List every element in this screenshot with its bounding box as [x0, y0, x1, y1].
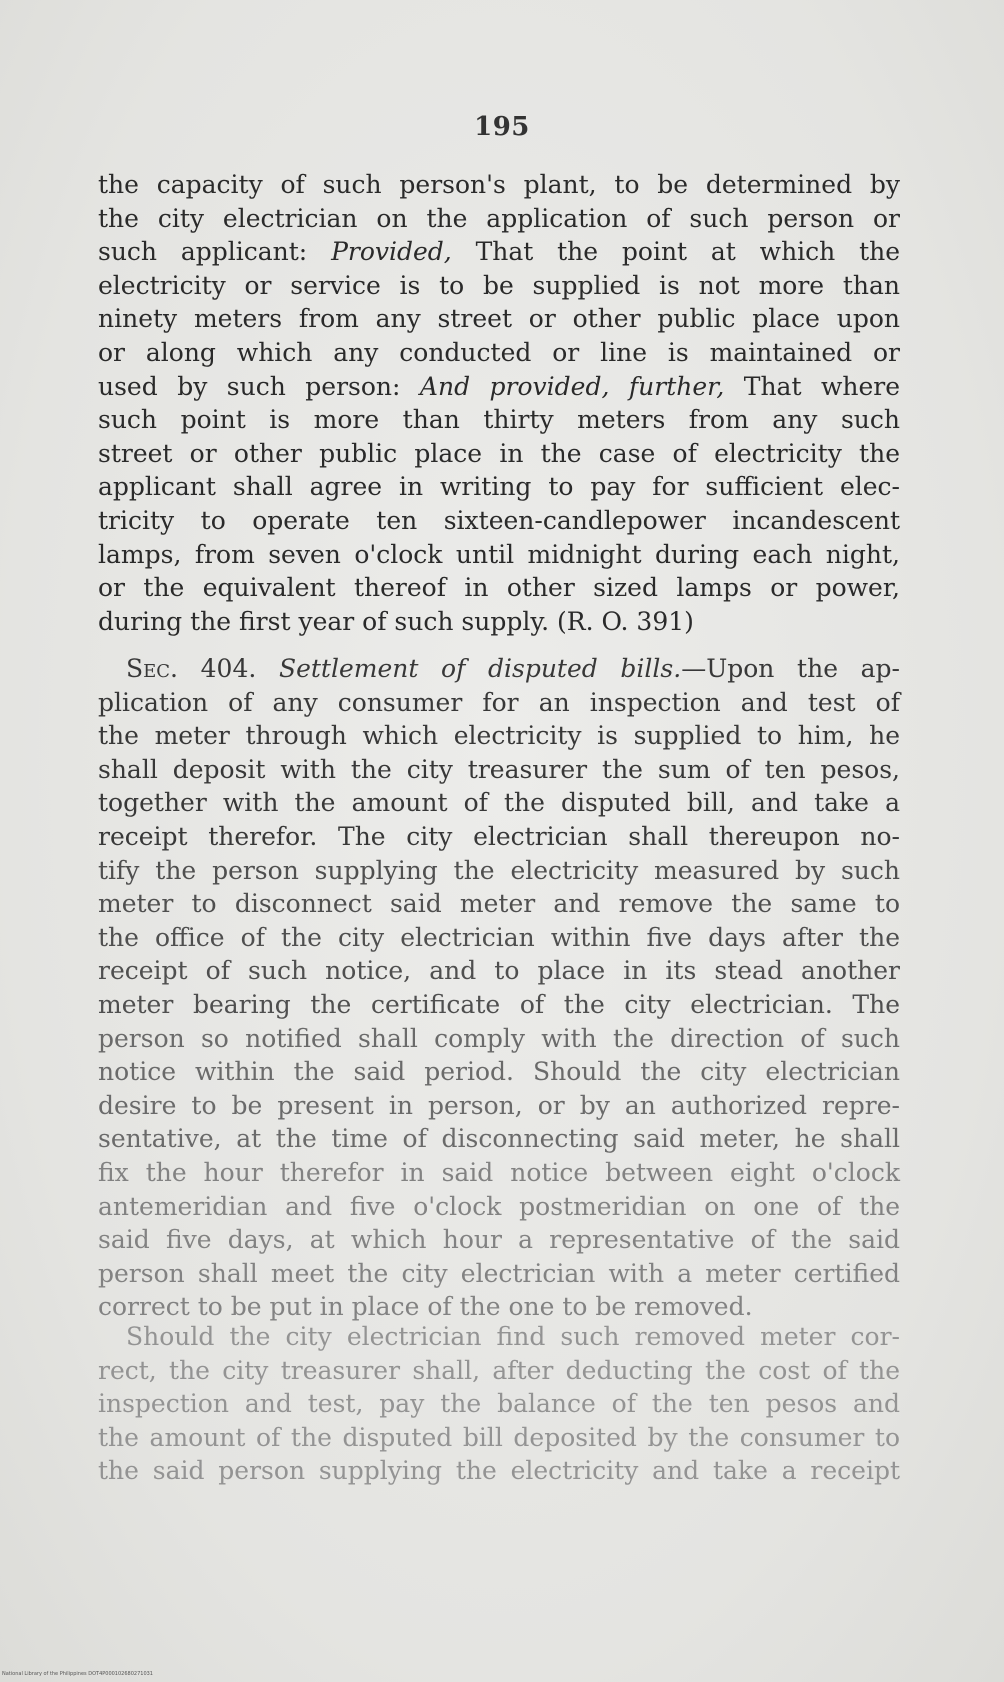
text-line: meter bearing the certificate of the city electrician. The — [98, 989, 900, 1019]
text-line: person so notified shall comply with the direction of such — [98, 1023, 900, 1053]
text-line: or the equivalent thereof in other sized lamps or power, — [98, 573, 900, 603]
paragraph-correct-meter — [98, 1320, 900, 1488]
text-line: receipt therefor. The city electrician shall thereupon no- — [98, 821, 900, 851]
text-line: ninety meters from any street or other public place upon — [98, 304, 900, 334]
text-line: together with the amount of the disputed bill, and take a — [98, 788, 900, 818]
text-line: sentative, at the time of disconnecting said meter, he shall — [98, 1124, 900, 1154]
text-line: notice within the said period. Should the city electrician — [98, 1057, 900, 1087]
section-label: Sec. 404. — [126, 654, 257, 683]
scan-footer: National Library of the Philippines DOT4P000102680271031 — [2, 1671, 153, 1677]
text-line: correct to be put in place of the one to be removed. — [98, 1292, 753, 1322]
text-line: said five days, at which hour a representative of the said — [98, 1225, 900, 1255]
text-line: the said person supplying the electricity and take a receipt — [98, 1456, 900, 1486]
text-line: street or other public place in the case of electricity the — [98, 438, 900, 468]
text-line: meter to disconnect said meter and remove the same to — [98, 889, 900, 919]
section-404 — [98, 652, 900, 1324]
text-line: such point is more than thirty meters from any such — [98, 405, 900, 435]
text-line: lamps, from seven o'clock until midnight during each night, — [98, 539, 900, 569]
text-line: applicant shall agree in writing to pay for sufficient elec- — [98, 472, 900, 502]
section-title: Settlement of disputed bills. — [278, 654, 682, 683]
text-line: during the first year of such supply. (R. O. 391) — [98, 606, 694, 636]
text-line: used by such person: And provided, further, That where — [98, 371, 900, 401]
page-number: 195 — [474, 112, 530, 142]
text-line: rect, the city treasurer shall, after deducting the cost of the — [98, 1355, 900, 1385]
text-line: inspection and test, pay the balance of the ten pesos and — [98, 1389, 900, 1419]
paragraph-capacity — [98, 168, 900, 638]
text-line: Should the city electrician find such removed meter cor- — [126, 1322, 900, 1351]
text-line: desire to be present in person, or by an authorized repre- — [98, 1090, 900, 1120]
text-line: the meter through which electricity is supplied to him, he — [98, 721, 900, 751]
text-line: tify the person supplying the electricity measured by such — [98, 855, 900, 885]
text-line: receipt of such notice, and to place in its stead another — [98, 956, 900, 986]
text-line: the amount of the disputed bill deposited by the consumer to — [98, 1422, 900, 1452]
text-line: plication of any consumer for an inspection and test of — [98, 687, 900, 717]
text-line: the capacity of such person's plant, to be determined by — [98, 170, 900, 199]
text-line: electricity or service is to be supplied is not more than — [98, 270, 900, 300]
text-line: shall deposit with the city treasurer the sum of ten pesos, — [98, 754, 900, 784]
text-line: fix the hour therefor in said notice between eight o'clock — [98, 1157, 900, 1187]
text-line: or along which any conducted or line is maintained or — [98, 337, 900, 367]
text-line: the city electrician on the application of such person or — [98, 203, 900, 233]
text-line: tricity to operate ten sixteen-candlepower incandescent — [98, 505, 900, 535]
text-line: the office of the city electrician within five days after the — [98, 922, 900, 952]
text-line: person shall meet the city electrician with a meter certified — [98, 1258, 900, 1288]
text-line: antemeridian and five o'clock postmeridian on one of the — [98, 1191, 900, 1221]
text-line: such applicant: Provided, That the point at which the — [98, 237, 901, 267]
section-heading-line: Sec. 404. Settlement of disputed bills.—Upon the ap- — [126, 654, 900, 683]
